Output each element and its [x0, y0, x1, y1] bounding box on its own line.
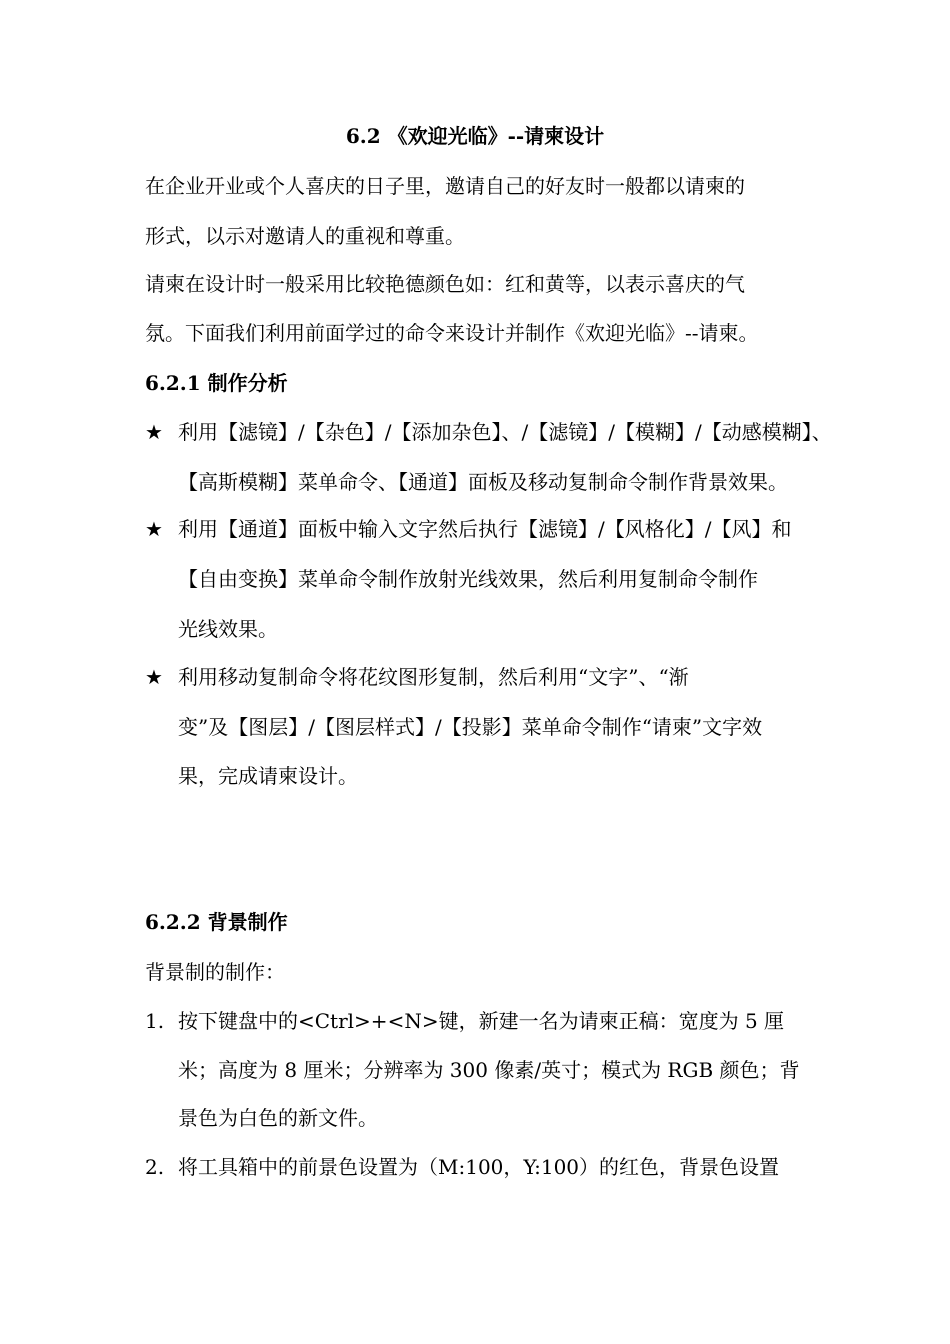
bullet-3-line-2: 变”及【图层】/【图层样式】/【投影】菜单命令制作“请柬”文字效: [178, 715, 763, 739]
bullet-2-line-2: 【自由变换】菜单命令制作放射光线效果，然后利用复制命令制作: [178, 567, 758, 591]
step-1-line-1: 按下键盘中的<Ctrl>+<N>键，新建一名为请柬正稿：宽度为 5 厘: [178, 1009, 785, 1033]
star-icon: ★: [145, 517, 163, 541]
intro-line-4: 氛。下面我们利用前面学过的命令来设计并制作《欢迎光临》--请柬。: [145, 321, 759, 345]
step-2-line-1: 将工具箱中的前景色设置为（M:100，Y:100）的红色，背景色设置: [178, 1155, 780, 1179]
step-1-number: 1.: [145, 1009, 165, 1033]
bullet-2-line-3: 光线效果。: [178, 617, 278, 641]
star-icon: ★: [145, 665, 163, 689]
star-icon: ★: [145, 420, 163, 444]
step-2-number: 2.: [145, 1155, 165, 1179]
section-heading-background: 6.2.2 背景制作: [145, 910, 288, 934]
page-title: 6.2 《欢迎光临》--请柬设计: [345, 124, 605, 148]
bullet-3-line-1: 利用移动复制命令将花纹图形复制，然后利用“文字”、“渐: [178, 665, 689, 689]
intro-line-1: 在企业开业或个人喜庆的日子里，邀请自己的好友时一般都以请柬的: [145, 174, 745, 198]
bullet-1-line-1: 利用【滤镜】/【杂色】/【添加杂色】、/【滤镜】/【模糊】/【动感模糊】、: [178, 420, 832, 444]
bullet-3-line-3: 果，完成请柬设计。: [178, 764, 358, 788]
intro-line-2: 形式，以示对邀请人的重视和尊重。: [145, 224, 465, 248]
section-heading-analysis: 6.2.1 制作分析: [145, 371, 288, 395]
step-1-line-3: 景色为白色的新文件。: [178, 1106, 378, 1130]
section-lead: 背景制的制作：: [145, 960, 285, 984]
step-1-line-2: 米；高度为 8 厘米；分辨率为 300 像素/英寸；模式为 RGB 颜色；背: [178, 1058, 800, 1082]
bullet-1-line-2: 【高斯模糊】菜单命令、【通道】面板及移动复制命令制作背景效果。: [178, 470, 788, 494]
bullet-2-line-1: 利用【通道】面板中输入文字然后执行【滤镜】/【风格化】/【风】和: [178, 517, 792, 541]
intro-line-3: 请柬在设计时一般采用比较艳德颜色如：红和黄等，以表示喜庆的气: [145, 272, 745, 296]
